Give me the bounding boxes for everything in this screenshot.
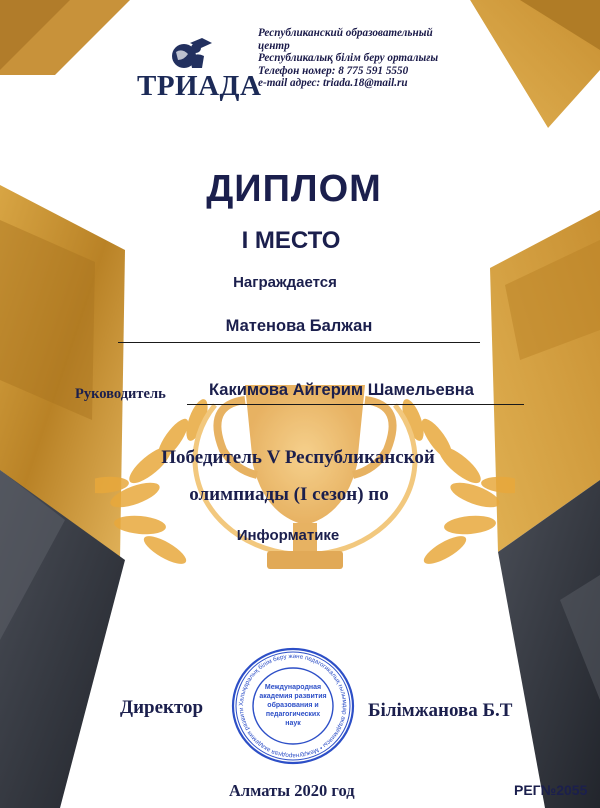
recipient-underline [118, 342, 480, 343]
supervisor-label: Руководитель [75, 386, 166, 402]
stamp-center-line: наук [285, 720, 301, 727]
recipient-name: Матенова Балжан [225, 317, 373, 335]
globe-graduation-cap-icon [168, 34, 212, 74]
stamp-center-line: академия развития [259, 693, 327, 700]
organization-info-line: Республикалық білім беру орталығы [258, 52, 439, 65]
director-label: Директор [120, 697, 204, 718]
stamp-center-line: педагогических [265, 711, 321, 718]
achievement-line-2: олимпиады (I сезон) по [189, 484, 389, 505]
stamp-center-line: Международная [264, 684, 322, 691]
subject-name: Информатике [236, 527, 340, 544]
stamp-ring-text: Халықаралық білім беру және педагогикалық ғылымдар академиясы • Международная академия развити [237, 652, 349, 760]
diploma-title: ДИПЛОМ [206, 168, 382, 210]
official-seal-stamp [230, 646, 356, 766]
registration-number: РЕГ№2055 [514, 782, 588, 798]
director-name: Білімжанова Б.Т [368, 700, 513, 721]
organization-phone: Телефон номер: 8 775 591 5550 [258, 64, 409, 77]
awarded-label: Награждается [233, 274, 337, 291]
place-heading: I МЕСТО [241, 227, 341, 254]
city-year: Алматы 2020 год [229, 781, 355, 800]
supervisor-name: Какимова Айгерим Шамельевна [209, 381, 474, 399]
organization-info-line: центр [258, 39, 290, 52]
organization-email: e-mail адрес: triada.18@mail.ru [258, 77, 408, 90]
organization-info-line: Республиканский образовательный [258, 27, 433, 39]
achievement-line-1: Победитель V Республиканской [161, 447, 435, 468]
organization-info [258, 27, 498, 90]
organization-logo-text: ТРИАДА [137, 70, 262, 102]
stamp-center-line: образования и [267, 702, 319, 709]
supervisor-underline [187, 404, 524, 405]
